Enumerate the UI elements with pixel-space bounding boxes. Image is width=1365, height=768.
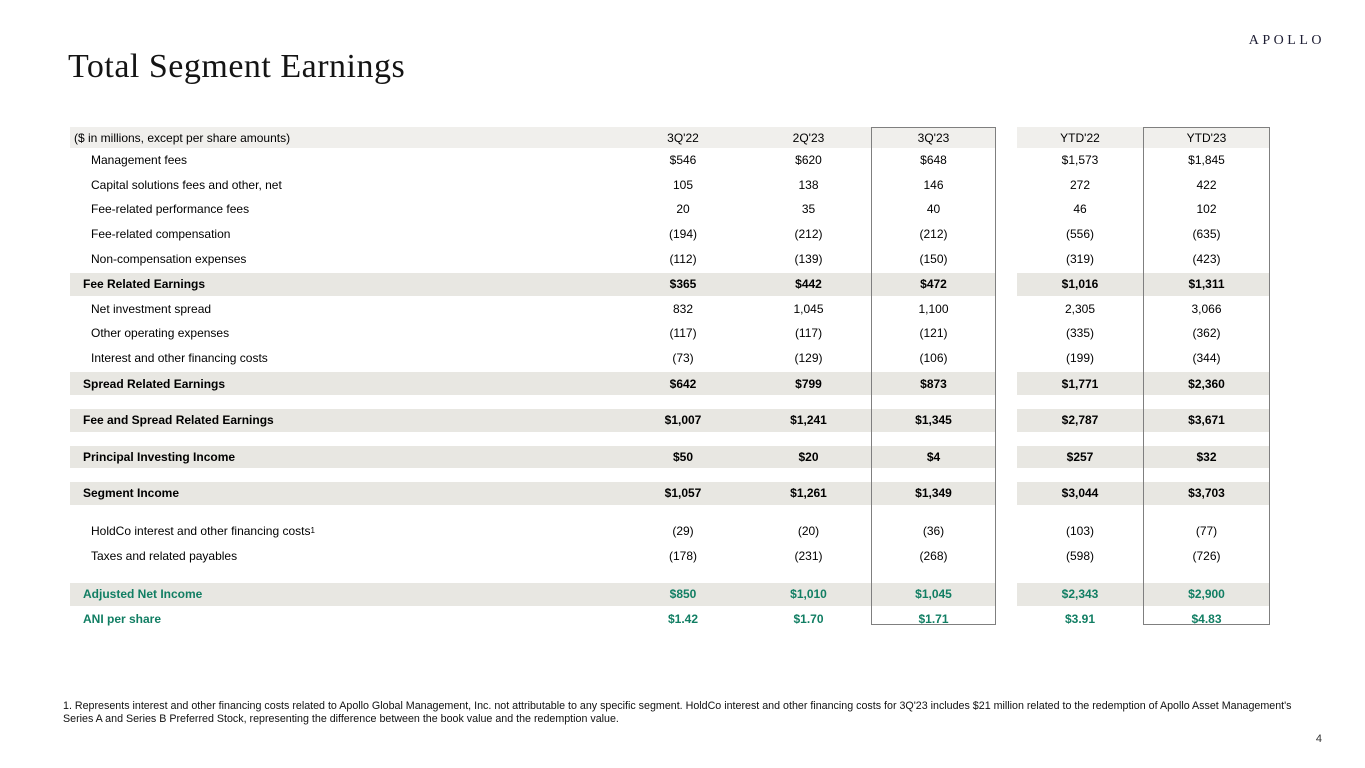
- cell: $3.91: [1064, 611, 1096, 626]
- cell: (726): [1192, 548, 1221, 563]
- cell: (106): [919, 351, 948, 366]
- cell: $1,261: [746, 481, 871, 506]
- table-row: [70, 321, 1270, 346]
- cell: $1,311: [1143, 272, 1270, 297]
- cell: $1,845: [1188, 153, 1225, 168]
- column-gap: [996, 321, 1017, 346]
- column-gap: [996, 582, 1017, 607]
- cell: (212): [919, 227, 948, 242]
- cell: 105: [672, 177, 694, 192]
- column-gap: [996, 519, 1017, 544]
- cell: 422: [1196, 177, 1217, 192]
- cell: (73): [672, 351, 694, 366]
- row-label: Taxes and related payables: [91, 548, 238, 563]
- cell: $3,703: [1143, 481, 1270, 506]
- cell: (129): [794, 351, 823, 366]
- cell: $1,771: [1017, 371, 1143, 396]
- column-gap: [996, 445, 1017, 470]
- cell: $472: [871, 272, 996, 297]
- cell: $1,349: [871, 481, 996, 506]
- cell: $2,343: [1017, 582, 1143, 607]
- table-row: [70, 272, 1270, 297]
- cell: $799: [746, 371, 871, 396]
- page-number: 4: [1315, 733, 1322, 745]
- table-row: [70, 481, 1270, 506]
- cell: $4: [871, 445, 996, 470]
- cell: (231): [794, 548, 823, 563]
- cell: $1,016: [1017, 272, 1143, 297]
- cell: $3,671: [1143, 408, 1270, 433]
- row-label: ($ in millions, except per share amounts): [70, 127, 620, 148]
- column-gap: [996, 127, 1017, 148]
- cell: (194): [668, 227, 697, 242]
- cell: (335): [1065, 326, 1094, 341]
- cell: 138: [798, 177, 819, 192]
- cell: $50: [620, 445, 746, 470]
- cell: (121): [919, 326, 948, 341]
- cell: $648: [920, 153, 947, 168]
- column-gap: [996, 246, 1017, 271]
- cell: YTD'23: [1143, 127, 1270, 148]
- cell: $1.71: [918, 611, 949, 626]
- cell: (29): [672, 524, 694, 539]
- row-label: Fee Related Earnings: [70, 272, 620, 297]
- row-label: Fee and Spread Related Earnings: [70, 408, 620, 433]
- row-label: Principal Investing Income: [70, 445, 620, 470]
- cell: 3Q'22: [620, 127, 746, 148]
- cell: $2,900: [1143, 582, 1270, 607]
- page-title: Total Segment Earnings: [68, 48, 406, 85]
- table-row: [70, 197, 1270, 222]
- column-gap: [996, 272, 1017, 297]
- cell: $32: [1143, 445, 1270, 470]
- cell: $1,573: [1061, 153, 1099, 168]
- cell: (319): [1065, 251, 1094, 266]
- cell: YTD'22: [1017, 127, 1143, 148]
- cell: 46: [1073, 202, 1087, 217]
- column-gap: [996, 297, 1017, 322]
- table-row: [70, 173, 1270, 198]
- row-label: Management fees: [91, 153, 188, 168]
- cell: $442: [746, 272, 871, 297]
- cell: $1,007: [620, 408, 746, 433]
- column-gap: [996, 197, 1017, 222]
- segment-earnings-table: [70, 127, 1270, 627]
- cell: 3Q'23: [871, 127, 996, 148]
- row-label: Spread Related Earnings: [70, 371, 620, 396]
- cell: $1.70: [793, 611, 824, 626]
- cell: 35: [801, 202, 816, 217]
- cell: $1,010: [746, 582, 871, 607]
- cell: (36): [922, 524, 945, 539]
- cell: (178): [668, 548, 697, 563]
- cell: $20: [746, 445, 871, 470]
- table-row: [70, 582, 1270, 607]
- cell: (598): [1065, 548, 1094, 563]
- cell: 102: [1196, 202, 1217, 217]
- column-gap: [996, 222, 1017, 247]
- row-label: Adjusted Net Income: [70, 582, 620, 607]
- table-row: [70, 297, 1270, 322]
- cell: 3,066: [1191, 301, 1222, 316]
- table-row: [70, 148, 1270, 173]
- column-gap: [996, 148, 1017, 173]
- cell: $620: [795, 153, 822, 168]
- row-label: ANI per share: [83, 611, 162, 626]
- cell: (103): [1065, 524, 1094, 539]
- cell: $873: [871, 371, 996, 396]
- cell: $1,057: [620, 481, 746, 506]
- table-row: [70, 445, 1270, 470]
- table-row: [70, 543, 1270, 568]
- column-gap: [996, 371, 1017, 396]
- table-row: [70, 519, 1270, 544]
- table-row: [70, 408, 1270, 433]
- row-label: Segment Income: [70, 481, 620, 506]
- cell: (117): [794, 326, 823, 341]
- column-gap: [996, 408, 1017, 433]
- column-gap: [996, 346, 1017, 371]
- row-label: HoldCo interest and other financing costs 1: [91, 524, 315, 539]
- row-label: Capital solutions fees and other, net: [91, 177, 282, 192]
- column-gap: [996, 607, 1017, 632]
- cell: $365: [620, 272, 746, 297]
- row-label: Net investment spread: [91, 301, 212, 316]
- table-row: [70, 346, 1270, 371]
- cell: (77): [1195, 524, 1218, 539]
- cell: 2,305: [1064, 301, 1096, 316]
- row-label: Interest and other financing costs: [91, 351, 268, 366]
- cell: $257: [1017, 445, 1143, 470]
- row-label: Fee-related performance fees: [91, 202, 250, 217]
- cell: 832: [672, 301, 694, 316]
- cell: (556): [1065, 227, 1094, 242]
- cell: 1,100: [918, 301, 949, 316]
- cell: $642: [620, 371, 746, 396]
- cell: $1,241: [746, 408, 871, 433]
- cell: (423): [1192, 251, 1221, 266]
- table-row: [70, 246, 1270, 271]
- cell: $546: [669, 153, 697, 168]
- cell: $1.42: [667, 611, 699, 626]
- table-row: [70, 607, 1270, 632]
- cell: $850: [620, 582, 746, 607]
- footnote: 1. Represents interest and other financing costs related to Apollo Global Management, Inc. not attributable to any specific segment. HoldCo interest and other financing costs for 3Q'23 includes $21 million related to the redemption of Apollo Asset Management's Series A and Series B Preferred Stock, representing the difference between the book value and the redemption value.: [63, 700, 1292, 726]
- column-gap: [996, 481, 1017, 506]
- cell: $2,360: [1143, 371, 1270, 396]
- cell: (199): [1065, 351, 1094, 366]
- cell: (268): [919, 548, 948, 563]
- apollo-logo: APOLLO: [1248, 33, 1325, 48]
- cell: $3,044: [1017, 481, 1143, 506]
- cell: (150): [919, 251, 948, 266]
- cell: 40: [926, 202, 941, 217]
- column-gap: [996, 173, 1017, 198]
- cell: $1,045: [871, 582, 996, 607]
- table-row: [70, 127, 1270, 148]
- cell: (139): [794, 251, 823, 266]
- cell: (344): [1192, 351, 1221, 366]
- cell: (117): [669, 326, 697, 341]
- row-label: Fee-related compensation: [91, 227, 231, 242]
- cell: (362): [1192, 326, 1221, 341]
- cell: (212): [794, 227, 823, 242]
- table-row: [70, 371, 1270, 396]
- cell: 146: [923, 177, 944, 192]
- cell: (20): [797, 524, 820, 539]
- table-rows: [70, 127, 1270, 631]
- cell: 20: [676, 202, 690, 217]
- cell: $4.83: [1191, 611, 1222, 626]
- column-gap: [996, 543, 1017, 568]
- row-label: Other operating expenses: [91, 326, 230, 341]
- cell: $2,787: [1017, 408, 1143, 433]
- cell: 2Q'23: [746, 127, 871, 148]
- cell: $1,345: [871, 408, 996, 433]
- table-row: [70, 222, 1270, 247]
- cell: (112): [669, 251, 697, 266]
- cell: (635): [1192, 227, 1221, 242]
- row-label: Non-compensation expenses: [91, 251, 247, 266]
- cell: 272: [1069, 177, 1091, 192]
- cell: 1,045: [793, 301, 824, 316]
